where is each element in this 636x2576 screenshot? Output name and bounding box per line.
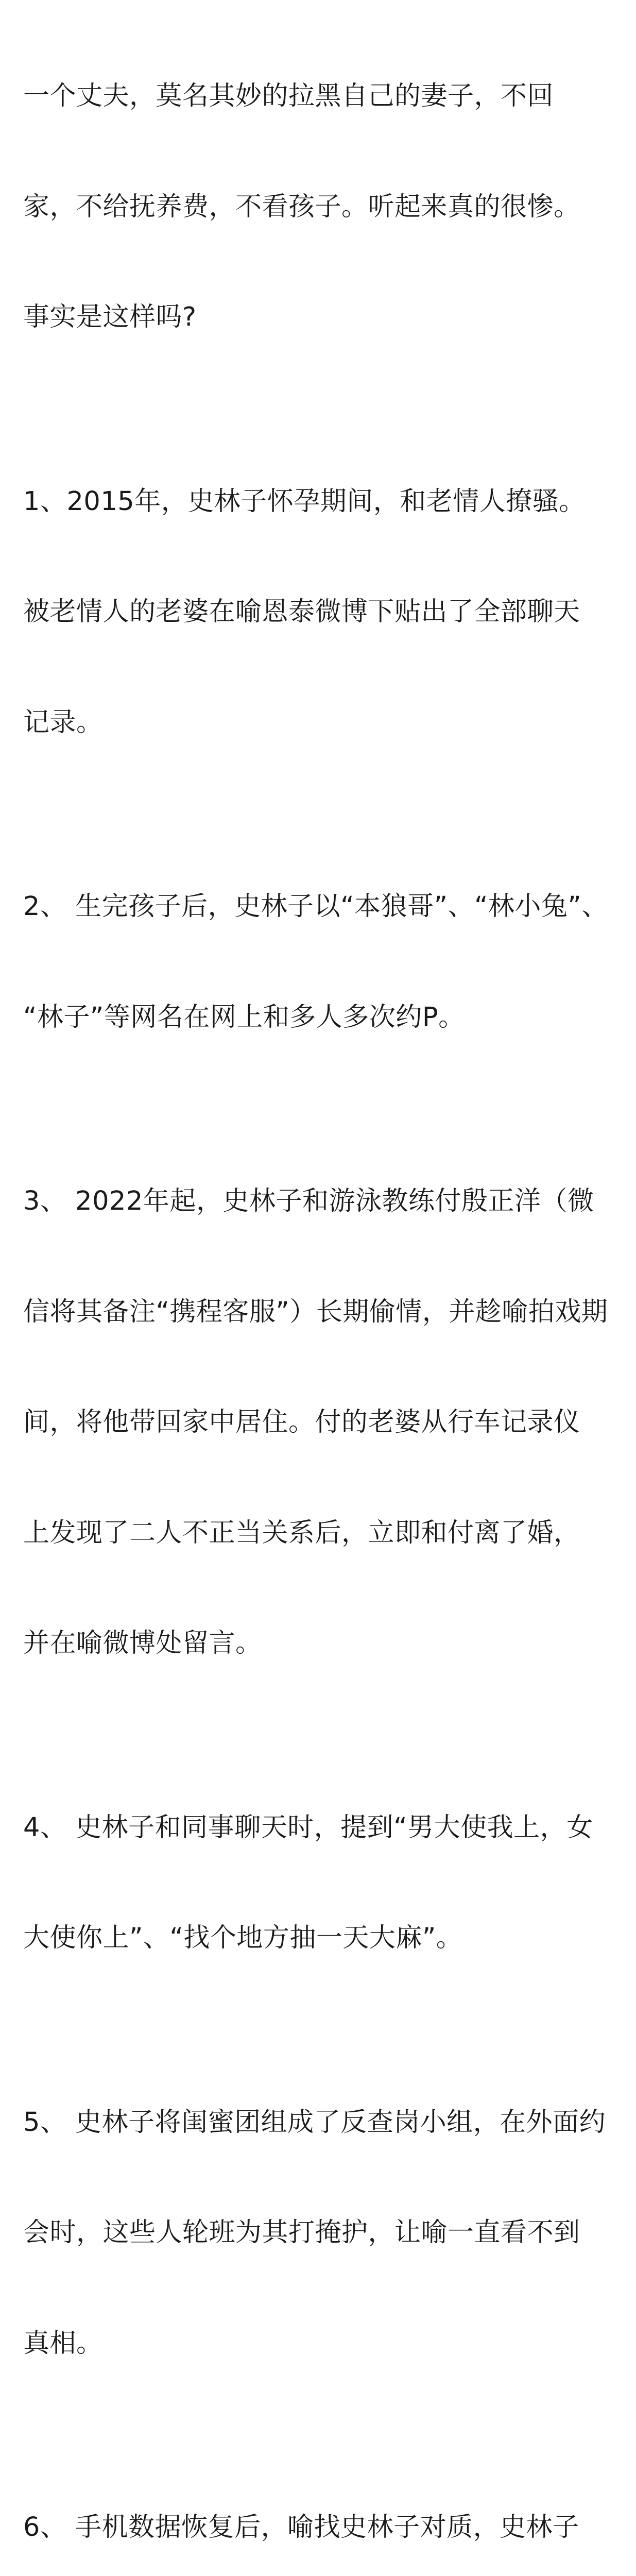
text-line: 信将其备注“携程客服”）长期偷情，并趁喻拍戏期: [23, 1296, 608, 1327]
text-line: 家，不给抚养费，不看孩子。听起来真的很惨。: [23, 191, 580, 222]
text-line: 记录。: [23, 707, 103, 738]
list-item-5: [23, 2030, 628, 2436]
text-line: 间，将他带回家中居住。付的老婆从行车记录仪: [23, 1407, 580, 1437]
text-line: 会时，这些人轮班为其打掩护，让喻一直看不到: [23, 2217, 580, 2248]
text-line: 上发现了二人不正当关系后，立即和付离了婚，: [23, 1517, 580, 1548]
list-item-3: [23, 1109, 628, 1736]
text-line: “林子”等网名在网上和多人多次约P。: [23, 1002, 465, 1032]
text-line: 5、 史林子将闺蜜团组成了反查岗小组，在外面约: [23, 2107, 606, 2138]
text-line: 6、 手机数据恢复后，喻找史林子对质，史林子: [23, 2512, 579, 2543]
text-line: 并在喻微博处留言。: [23, 1628, 262, 1658]
text-line: 一个丈夫，莫名其妙的拉黑自己的妻子，不回: [23, 81, 554, 111]
text-line: 1、2015年，史林子怀孕期间，和老情人撩骚。: [23, 486, 586, 517]
list-item-4: [23, 1736, 628, 2030]
text-line: 真相。: [23, 2328, 103, 2359]
text-line: 2、 生完孩子后，史林子以“本狼哥”、“林小兔”、: [23, 891, 608, 922]
list-item-2: [23, 815, 628, 1109]
text-line: 大使你上”、“找个地方抽一天大麻”。: [23, 1923, 463, 1953]
text-line: 被老情人的老婆在喻恩泰微博下贴出了全部聊天: [23, 597, 580, 627]
text-line: 4、 史林子和同事聊天时，提到“男大使我上，女: [23, 1812, 593, 1843]
list-item-1: [23, 410, 628, 815]
text-line: 事实是这样吗?: [23, 302, 197, 332]
intro-paragraph: [23, 4, 628, 410]
list-item-6: [23, 2435, 628, 2576]
text-line: 3、 2022年起，史林子和游泳教练付殷正洋（微: [23, 1186, 594, 1216]
post-body: [23, 4, 628, 2576]
